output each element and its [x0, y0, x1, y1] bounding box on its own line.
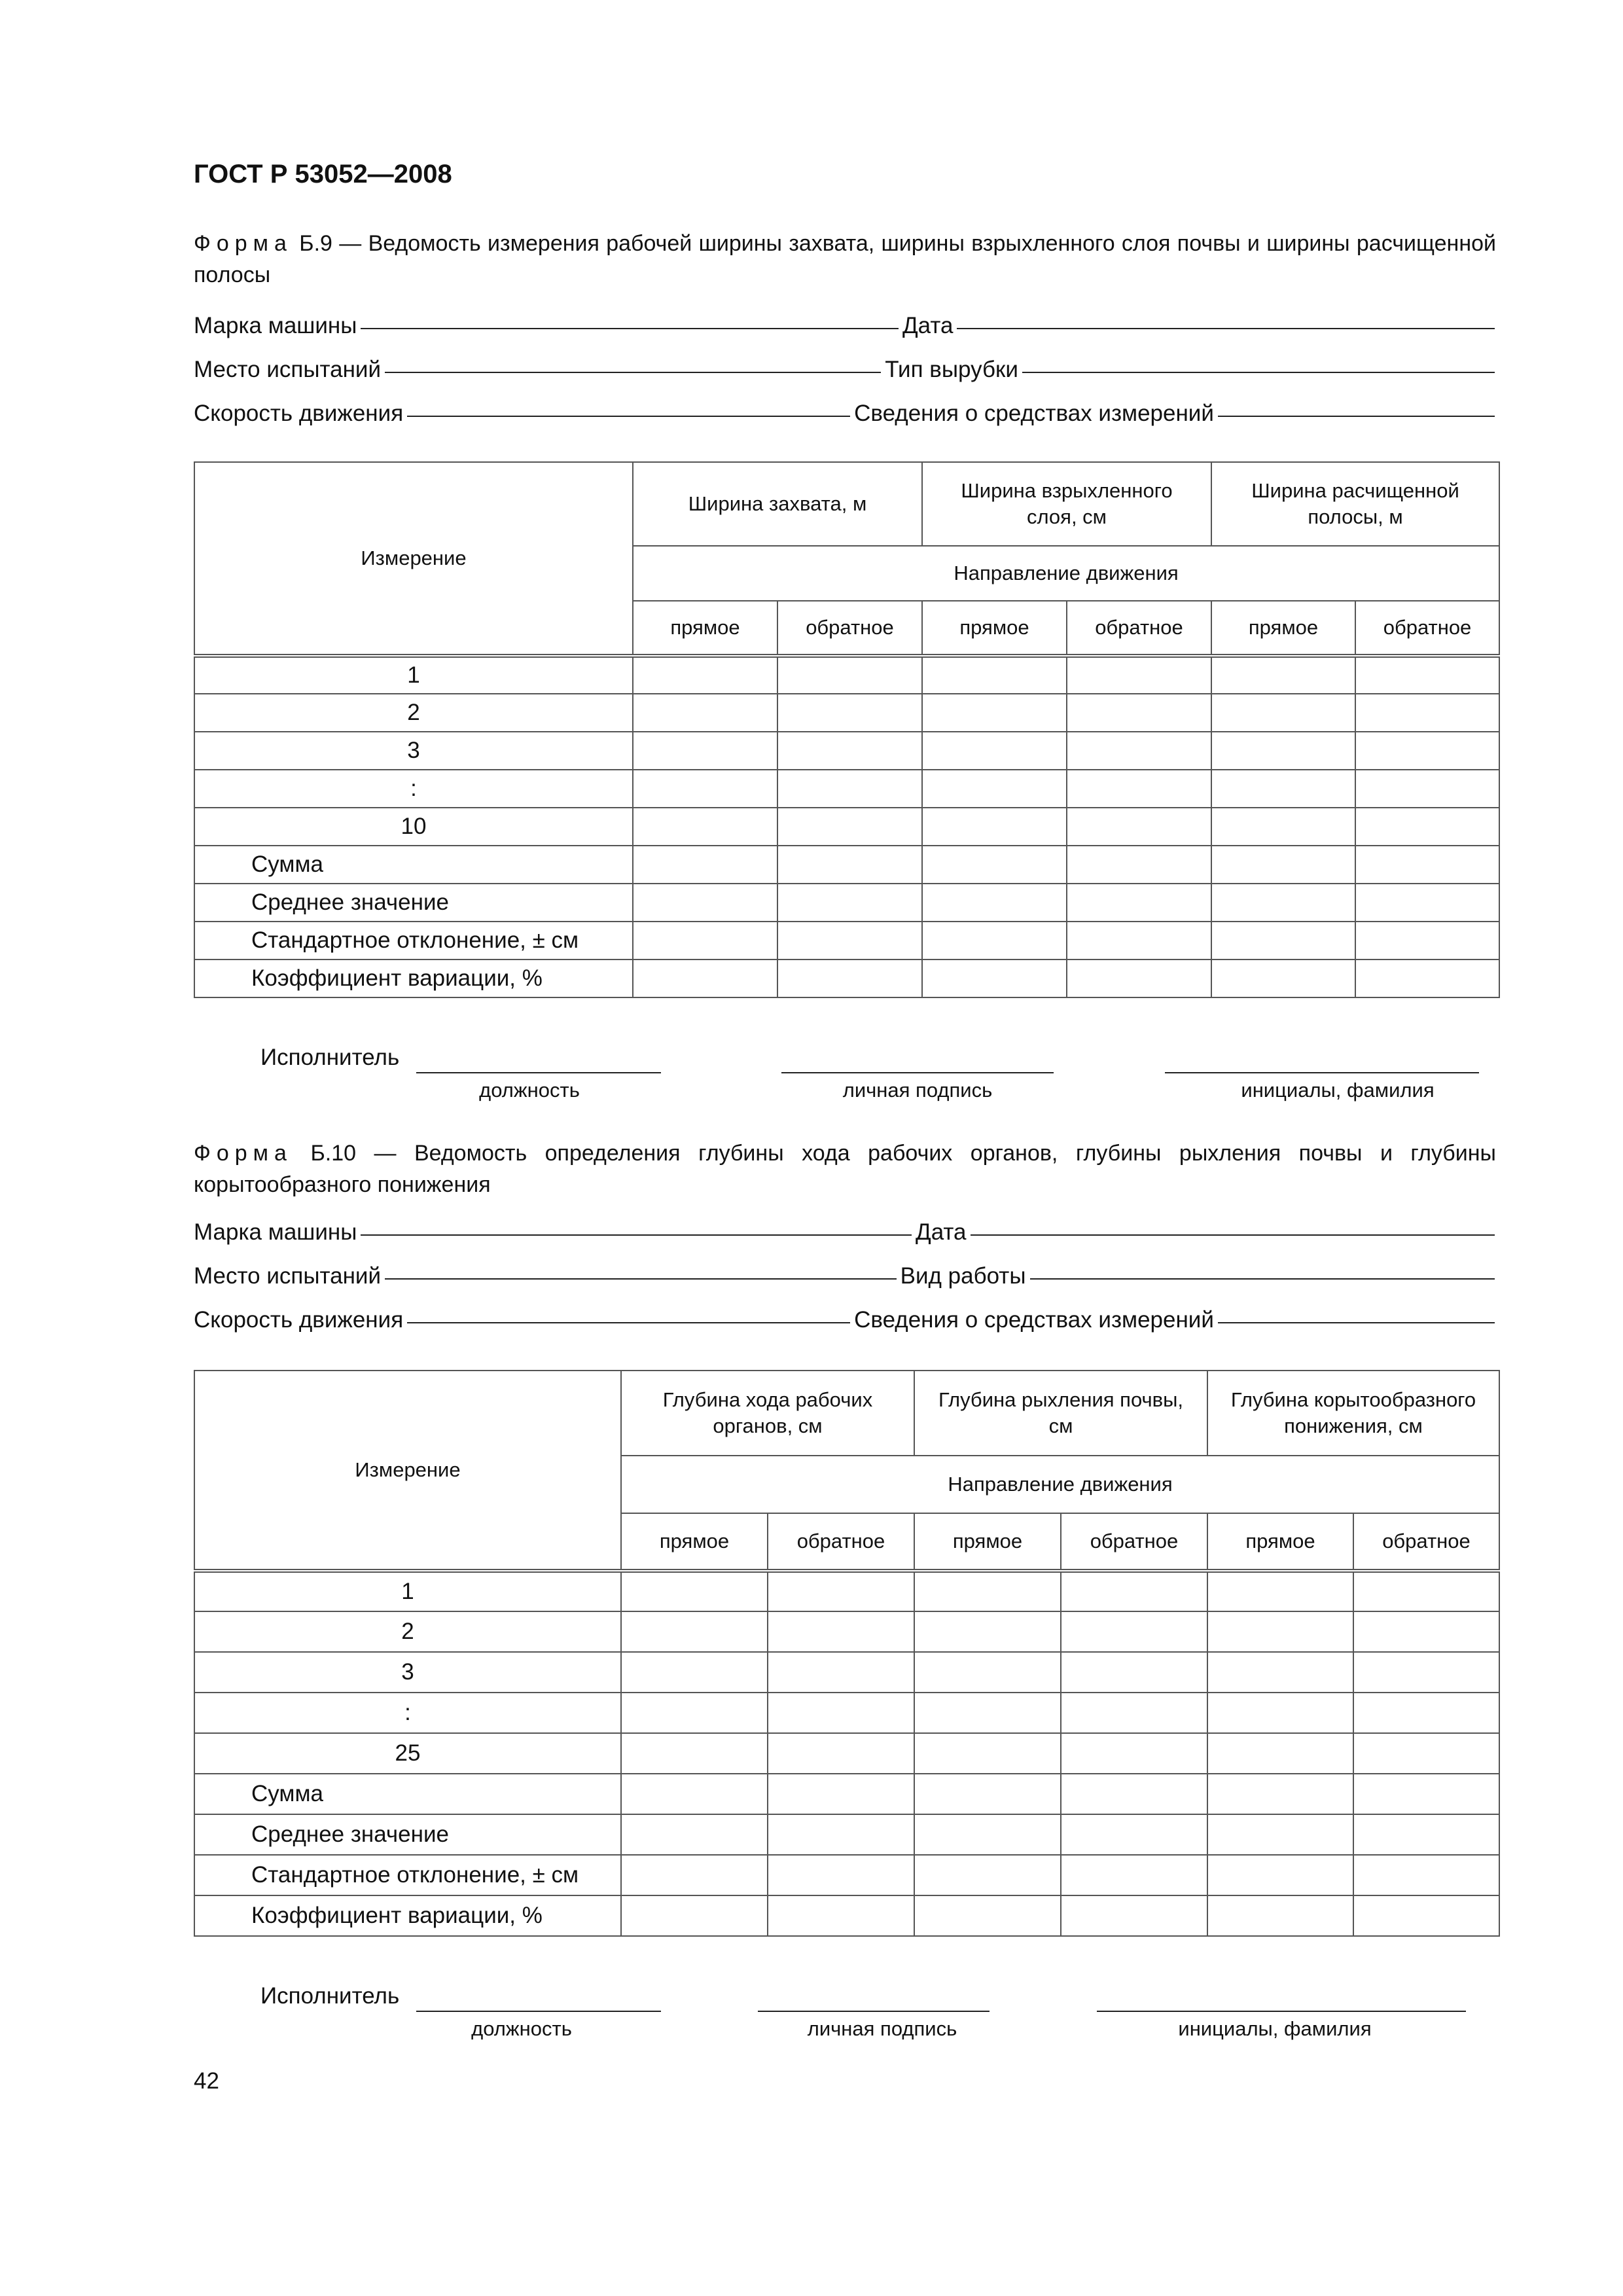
table-row	[194, 1611, 1499, 1652]
date-field[interactable]	[957, 328, 1495, 329]
instruments-label: Сведения о средствах измерений	[854, 401, 1214, 426]
data-cell[interactable]	[1355, 656, 1499, 694]
data-cell[interactable]	[768, 1774, 914, 1814]
data-cell[interactable]	[621, 1693, 768, 1733]
data-cell[interactable]	[633, 656, 777, 694]
data-cell[interactable]	[922, 694, 1067, 732]
data-cell[interactable]	[1207, 1733, 1353, 1774]
summary-label: Стандартное отклонение, ± см	[194, 1855, 621, 1895]
row-label: 3	[194, 732, 633, 770]
direction-cell: обратное	[1067, 601, 1211, 656]
measure-header: Измерение	[194, 1371, 621, 1571]
table-row	[194, 656, 1499, 694]
data-cell[interactable]	[777, 694, 922, 732]
table-row	[194, 960, 1499, 997]
data-cell[interactable]	[1353, 1814, 1499, 1855]
data-cell[interactable]	[1067, 694, 1211, 732]
data-cell[interactable]	[914, 1814, 1061, 1855]
form-b9-title	[194, 228, 1496, 291]
data-cell[interactable]	[1211, 846, 1355, 884]
table-row	[194, 808, 1499, 846]
data-cell[interactable]	[621, 1571, 768, 1611]
date-field[interactable]	[971, 1234, 1495, 1236]
data-cell[interactable]	[1067, 808, 1211, 846]
row-label: 3	[194, 1652, 621, 1693]
data-cell[interactable]	[633, 960, 777, 997]
data-cell[interactable]	[1061, 1855, 1207, 1895]
name-field[interactable]	[1165, 1071, 1479, 1073]
data-cell[interactable]	[1355, 884, 1499, 922]
table-row	[194, 1774, 1499, 1814]
machine-label: Марка машины	[194, 313, 357, 338]
data-cell[interactable]	[922, 884, 1067, 922]
data-cell[interactable]	[633, 694, 777, 732]
speed-label: Скорость движения	[194, 401, 404, 426]
data-cell[interactable]	[922, 846, 1067, 884]
speed-field[interactable]	[407, 1322, 850, 1323]
table-row	[194, 1652, 1499, 1693]
data-cell[interactable]	[768, 1855, 914, 1895]
executor-label: Исполнитель	[260, 1045, 400, 1070]
direction-cell: прямое	[1211, 601, 1355, 656]
data-cell[interactable]	[633, 884, 777, 922]
data-cell[interactable]	[914, 1733, 1061, 1774]
direction-header: Направление движения	[621, 1456, 1499, 1513]
data-cell[interactable]	[1207, 1895, 1353, 1936]
data-cell[interactable]	[621, 1611, 768, 1652]
table-row	[194, 1814, 1499, 1855]
date-label: Дата	[902, 313, 954, 338]
direction-header: Направление движения	[633, 546, 1499, 601]
data-cell[interactable]	[1211, 808, 1355, 846]
data-cell[interactable]	[914, 1571, 1061, 1611]
data-cell[interactable]	[914, 1895, 1061, 1936]
form-b10-fields	[194, 1219, 1499, 1351]
data-cell[interactable]	[1207, 1571, 1353, 1611]
data-cell[interactable]	[1067, 846, 1211, 884]
data-cell[interactable]	[922, 732, 1067, 770]
group-header: Ширина взрыхленного слоя, см	[922, 462, 1211, 546]
direction-cell: обратное	[1353, 1513, 1499, 1571]
row-label: 1	[194, 656, 633, 694]
data-cell[interactable]	[914, 1774, 1061, 1814]
data-cell[interactable]	[621, 1652, 768, 1693]
table-row	[194, 1895, 1499, 1936]
table-row	[194, 1855, 1499, 1895]
data-cell[interactable]	[1355, 770, 1499, 808]
data-cell[interactable]	[1353, 1774, 1499, 1814]
form-b10-title-text: Б.10 — Ведомость определения глубины хода рабочих органов, глубины рыхления почвы и глубины корытообразного понижения	[194, 1141, 1496, 1197]
name-caption: инициалы, фамилия	[1241, 1079, 1435, 1102]
data-cell[interactable]	[633, 922, 777, 960]
table-row	[194, 846, 1499, 884]
data-cell[interactable]	[1211, 732, 1355, 770]
data-cell[interactable]	[1211, 656, 1355, 694]
data-cell[interactable]	[914, 1652, 1061, 1693]
data-cell[interactable]	[1353, 1895, 1499, 1936]
data-cell[interactable]	[777, 770, 922, 808]
data-cell[interactable]	[1211, 770, 1355, 808]
cut-type-field[interactable]	[1022, 372, 1495, 373]
data-cell[interactable]	[922, 808, 1067, 846]
group-header: Глубина рыхления почвы, см	[914, 1371, 1207, 1456]
data-cell[interactable]	[1355, 922, 1499, 960]
data-cell[interactable]	[922, 960, 1067, 997]
data-cell[interactable]	[1067, 770, 1211, 808]
place-field[interactable]	[385, 372, 881, 373]
data-cell[interactable]	[1061, 1611, 1207, 1652]
data-cell[interactable]	[621, 1814, 768, 1855]
data-cell[interactable]	[914, 1855, 1061, 1895]
data-cell[interactable]	[633, 808, 777, 846]
data-cell[interactable]	[777, 808, 922, 846]
data-cell[interactable]	[922, 922, 1067, 960]
data-cell[interactable]	[922, 656, 1067, 694]
summary-label: Среднее значение	[194, 1814, 621, 1855]
instruments-field[interactable]	[1218, 416, 1495, 417]
data-cell[interactable]	[1061, 1814, 1207, 1855]
position-caption: должность	[479, 1079, 580, 1102]
data-cell[interactable]	[914, 1693, 1061, 1733]
table-row	[194, 732, 1499, 770]
group-header: Глубина хода рабочих органов, см	[621, 1371, 914, 1456]
instruments-field[interactable]	[1218, 1322, 1495, 1323]
table-row	[194, 770, 1499, 808]
data-cell[interactable]	[1353, 1611, 1499, 1652]
position-caption: должность	[471, 2017, 572, 2040]
signature-field[interactable]	[758, 2009, 990, 2012]
direction-cell: прямое	[1207, 1513, 1353, 1571]
data-cell[interactable]	[1207, 1814, 1353, 1855]
signature-field[interactable]	[781, 1071, 1054, 1073]
data-cell[interactable]	[777, 922, 922, 960]
data-cell[interactable]	[621, 1855, 768, 1895]
data-cell[interactable]	[777, 884, 922, 922]
cut-type-label: Тип вырубки	[885, 357, 1018, 382]
direction-cell: прямое	[922, 601, 1067, 656]
summary-label: Стандартное отклонение, ± см	[194, 922, 633, 960]
summary-label: Коэффициент вариации, %	[194, 1895, 621, 1936]
data-cell[interactable]	[621, 1733, 768, 1774]
data-cell[interactable]	[1355, 960, 1499, 997]
data-cell[interactable]	[621, 1774, 768, 1814]
data-cell[interactable]	[768, 1693, 914, 1733]
summary-label: Коэффициент вариации, %	[194, 960, 633, 997]
data-cell[interactable]	[1353, 1571, 1499, 1611]
work-type-field[interactable]	[1030, 1278, 1495, 1280]
data-cell[interactable]	[1207, 1855, 1353, 1895]
data-cell[interactable]	[1353, 1693, 1499, 1733]
data-cell[interactable]	[1061, 1895, 1207, 1936]
direction-cell: обратное	[1061, 1513, 1207, 1571]
form-b9-title-text: Б.9 — Ведомость измерения рабочей ширины захвата, ширины взрыхленного слоя почвы и ширины расчищенной полосы	[194, 231, 1496, 287]
direction-cell: прямое	[633, 601, 777, 656]
data-cell[interactable]	[1355, 846, 1499, 884]
data-cell[interactable]	[1061, 1652, 1207, 1693]
data-cell[interactable]	[1353, 1652, 1499, 1693]
data-cell[interactable]	[768, 1611, 914, 1652]
data-cell[interactable]	[768, 1895, 914, 1936]
data-cell[interactable]	[768, 1814, 914, 1855]
group-header: Ширина расчищенной полосы, м	[1211, 462, 1499, 546]
row-label: :	[194, 1693, 621, 1733]
direction-cell: обратное	[1355, 601, 1499, 656]
data-cell[interactable]	[1353, 1855, 1499, 1895]
data-cell[interactable]	[768, 1571, 914, 1611]
page-number: 42	[194, 2068, 219, 2094]
data-cell[interactable]	[1067, 960, 1211, 997]
data-cell[interactable]	[1355, 694, 1499, 732]
data-cell[interactable]	[1061, 1774, 1207, 1814]
data-cell[interactable]	[777, 960, 922, 997]
machine-label: Марка машины	[194, 1219, 357, 1245]
place-label: Место испытаний	[194, 1263, 382, 1289]
name-field[interactable]	[1097, 2009, 1466, 2012]
group-header: Глубина корытообразного понижения, см	[1207, 1371, 1499, 1456]
date-label: Дата	[915, 1219, 967, 1245]
summary-label: Сумма	[194, 1774, 621, 1814]
data-cell[interactable]	[768, 1733, 914, 1774]
instruments-label: Сведения о средствах измерений	[854, 1307, 1214, 1333]
data-cell[interactable]	[1211, 694, 1355, 732]
row-label: 25	[194, 1733, 621, 1774]
data-cell[interactable]	[1067, 656, 1211, 694]
speed-field[interactable]	[407, 416, 850, 417]
data-cell[interactable]	[914, 1611, 1061, 1652]
group-header: Ширина захвата, м	[633, 462, 922, 546]
form-b9-label: Форма	[194, 231, 293, 256]
form-b10-label: Форма	[194, 1141, 293, 1166]
data-cell[interactable]	[777, 732, 922, 770]
summary-label: Среднее значение	[194, 884, 633, 922]
table-row	[194, 1693, 1499, 1733]
row-label: 10	[194, 808, 633, 846]
data-cell[interactable]	[1211, 960, 1355, 997]
data-cell[interactable]	[1207, 1652, 1353, 1693]
form-b10-table	[194, 1370, 1500, 1937]
data-cell[interactable]	[1061, 1571, 1207, 1611]
table-row	[194, 694, 1499, 732]
data-cell[interactable]	[633, 770, 777, 808]
data-cell[interactable]	[1355, 808, 1499, 846]
table-row	[194, 1571, 1499, 1611]
data-cell[interactable]	[777, 846, 922, 884]
speed-label: Скорость движения	[194, 1307, 404, 1333]
machine-field[interactable]	[361, 328, 899, 329]
machine-field[interactable]	[361, 1234, 912, 1236]
data-cell[interactable]	[1061, 1733, 1207, 1774]
data-cell[interactable]	[1207, 1693, 1353, 1733]
data-cell[interactable]	[1061, 1693, 1207, 1733]
place-field[interactable]	[385, 1278, 897, 1280]
direction-cell: обратное	[777, 601, 922, 656]
direction-cell: прямое	[914, 1513, 1061, 1571]
executor-label: Исполнитель	[260, 1983, 400, 2009]
work-type-label: Вид работы	[900, 1263, 1026, 1289]
data-cell[interactable]	[1211, 884, 1355, 922]
data-cell[interactable]	[1353, 1733, 1499, 1774]
data-cell[interactable]	[777, 656, 922, 694]
table-row	[194, 1733, 1499, 1774]
data-cell[interactable]	[1067, 884, 1211, 922]
summary-label: Сумма	[194, 846, 633, 884]
row-label: 2	[194, 1611, 621, 1652]
document-id: ГОСТ Р 53052—2008	[194, 160, 452, 188]
row-label: :	[194, 770, 633, 808]
position-field[interactable]	[416, 1071, 661, 1073]
place-label: Место испытаний	[194, 357, 382, 382]
form-b10-title	[194, 1138, 1496, 1200]
data-cell[interactable]	[1067, 732, 1211, 770]
form-b9-table	[194, 461, 1500, 998]
data-cell[interactable]	[1355, 732, 1499, 770]
data-cell[interactable]	[633, 732, 777, 770]
table-row	[194, 884, 1499, 922]
data-cell[interactable]	[1067, 922, 1211, 960]
data-cell[interactable]	[768, 1652, 914, 1693]
row-label: 1	[194, 1571, 621, 1611]
measure-header: Измерение	[194, 462, 633, 656]
data-cell[interactable]	[633, 846, 777, 884]
row-label: 2	[194, 694, 633, 732]
signature-caption: личная подпись	[807, 2017, 957, 2040]
table-row	[194, 922, 1499, 960]
position-field[interactable]	[416, 2009, 661, 2012]
direction-cell: прямое	[621, 1513, 768, 1571]
data-cell[interactable]	[621, 1895, 768, 1936]
data-cell[interactable]	[1211, 922, 1355, 960]
direction-cell: обратное	[768, 1513, 914, 1571]
data-cell[interactable]	[1207, 1611, 1353, 1652]
data-cell[interactable]	[1207, 1774, 1353, 1814]
name-caption: инициалы, фамилия	[1178, 2017, 1372, 2040]
signature-caption: личная подпись	[842, 1079, 993, 1102]
data-cell[interactable]	[922, 770, 1067, 808]
form-b9-fields	[194, 313, 1499, 444]
